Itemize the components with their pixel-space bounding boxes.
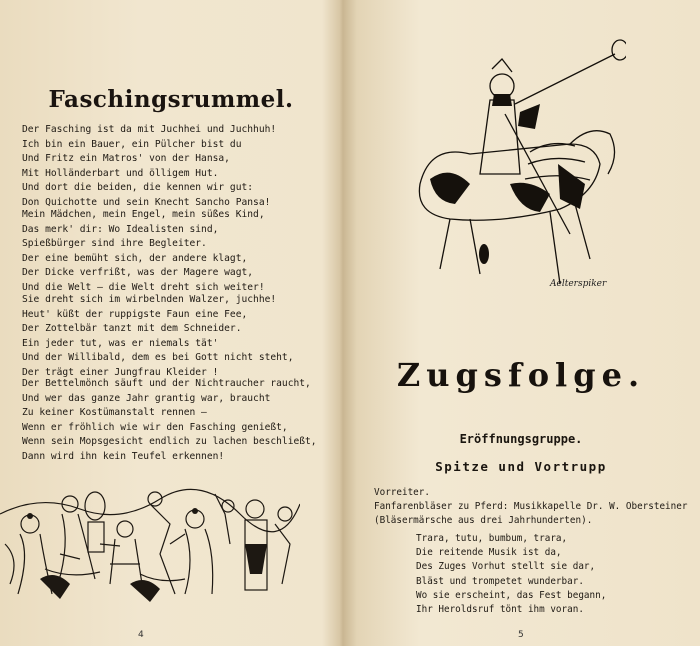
- poem-line: Der Zottelbär tanzt mit dem Schneider.: [22, 323, 242, 334]
- stanza-2: [22, 208, 322, 295]
- page-number-right: 5: [518, 630, 524, 640]
- page-title: Zugsfolge.: [396, 356, 646, 394]
- group-heading: Eröffnungsgruppe.: [459, 432, 583, 446]
- verse-line: Ihr Heroldsruf tönt ihm voran.: [416, 603, 584, 615]
- poem-line: Wenn er fröhlich wie wir den Fasching genießt,: [22, 421, 288, 433]
- poem-line: Und der Willibald, dem es bei Gott nicht steht,: [22, 352, 294, 363]
- poem-title: Faschingsrummel.: [48, 86, 294, 113]
- verse-line: Trara, tutu, bumbum, trara,: [416, 533, 568, 544]
- poem-line: Der eine bemüht sich, der andere klagt,: [22, 252, 248, 264]
- poem-line: Mein Mädchen, mein Engel, mein süßes Kind,: [22, 209, 265, 220]
- poem-line: Der Fasching ist da mit Juchhei und Juchhuh!: [22, 124, 277, 135]
- poem-line: Und wer das ganze Jahr grantig war, braucht: [22, 392, 271, 404]
- poem-line: Dann wird ihn kein Teufel erkennen!: [22, 450, 225, 462]
- text-line: Fanfarenbläser zu Pferd: Musikkapelle Dr. W. Obersteiner: [374, 501, 688, 512]
- artist-signature: Aelterspiker: [550, 279, 607, 289]
- poem-line: Sie dreht sich im wirbelnden Walzer, juchhe!: [22, 294, 277, 305]
- left-page: [0, 0, 342, 646]
- section-heading: Spitze und Vortrupp: [435, 459, 607, 474]
- poem-line: Ein jeder tut, was er niemals tät': [22, 337, 219, 349]
- poem-line: Und Fritz ein Matros' von der Hansa,: [22, 153, 230, 164]
- stanza-3: [22, 293, 322, 380]
- poem-line: Der Dicke verfrißt, was der Magere wagt,: [22, 267, 254, 278]
- herald-knight-on-horse-illustration: [410, 34, 626, 298]
- page-number-left: 4: [138, 630, 144, 640]
- verse-line: Wo sie erscheint, das Fest begann,: [416, 589, 607, 601]
- stanza-1: [22, 123, 322, 210]
- verse-line: Die reitende Musik ist da,: [416, 547, 562, 559]
- stanza-4: [22, 377, 322, 464]
- poem-line: Wenn sein Mopsgesicht endlich zu lachen beschließt,: [22, 436, 317, 447]
- poem-line: Der trägt einer Jungfrau Kleider !: [22, 366, 219, 378]
- poem-line: Das merk' dir: Wo Idealisten sind,: [22, 223, 219, 235]
- poem-line: Heut' küßt der ruppigste Faun eine Fee,: [22, 308, 248, 320]
- poem-line: Zu keiner Kostümanstalt rennen —: [22, 407, 207, 418]
- poem-line: Spießbürger sind ihre Begleiter.: [22, 238, 207, 249]
- verse-line: Des Zuges Vorhut stellt sie dar,: [416, 561, 596, 573]
- carnival-crowd-illustration: [0, 484, 300, 604]
- verse: [416, 532, 606, 617]
- poem-line: Der Bettelmönch säuft und der Nichtraucher raucht,: [22, 378, 311, 389]
- text-line: (Bläsermärsche aus drei Jahrhunderten).: [374, 515, 593, 526]
- poem-line: Mit Holländerbart und ölligem Hut.: [22, 167, 219, 179]
- poem-line: Und die Welt — die Welt dreht sich weiter!: [22, 281, 265, 293]
- verse-line: Bläst und trompetet wunderbar.: [416, 575, 584, 587]
- text-line: Vorreiter.: [374, 487, 430, 498]
- poem-line: Ich bin ein Bauer, ein Pülcher bist du: [22, 138, 242, 150]
- poem-line: Und dort die beiden, die kennen wir gut:: [22, 182, 254, 193]
- poem-line: Don Quichotte und sein Knecht Sancho Pansa!: [22, 196, 271, 208]
- right-page: [342, 0, 700, 646]
